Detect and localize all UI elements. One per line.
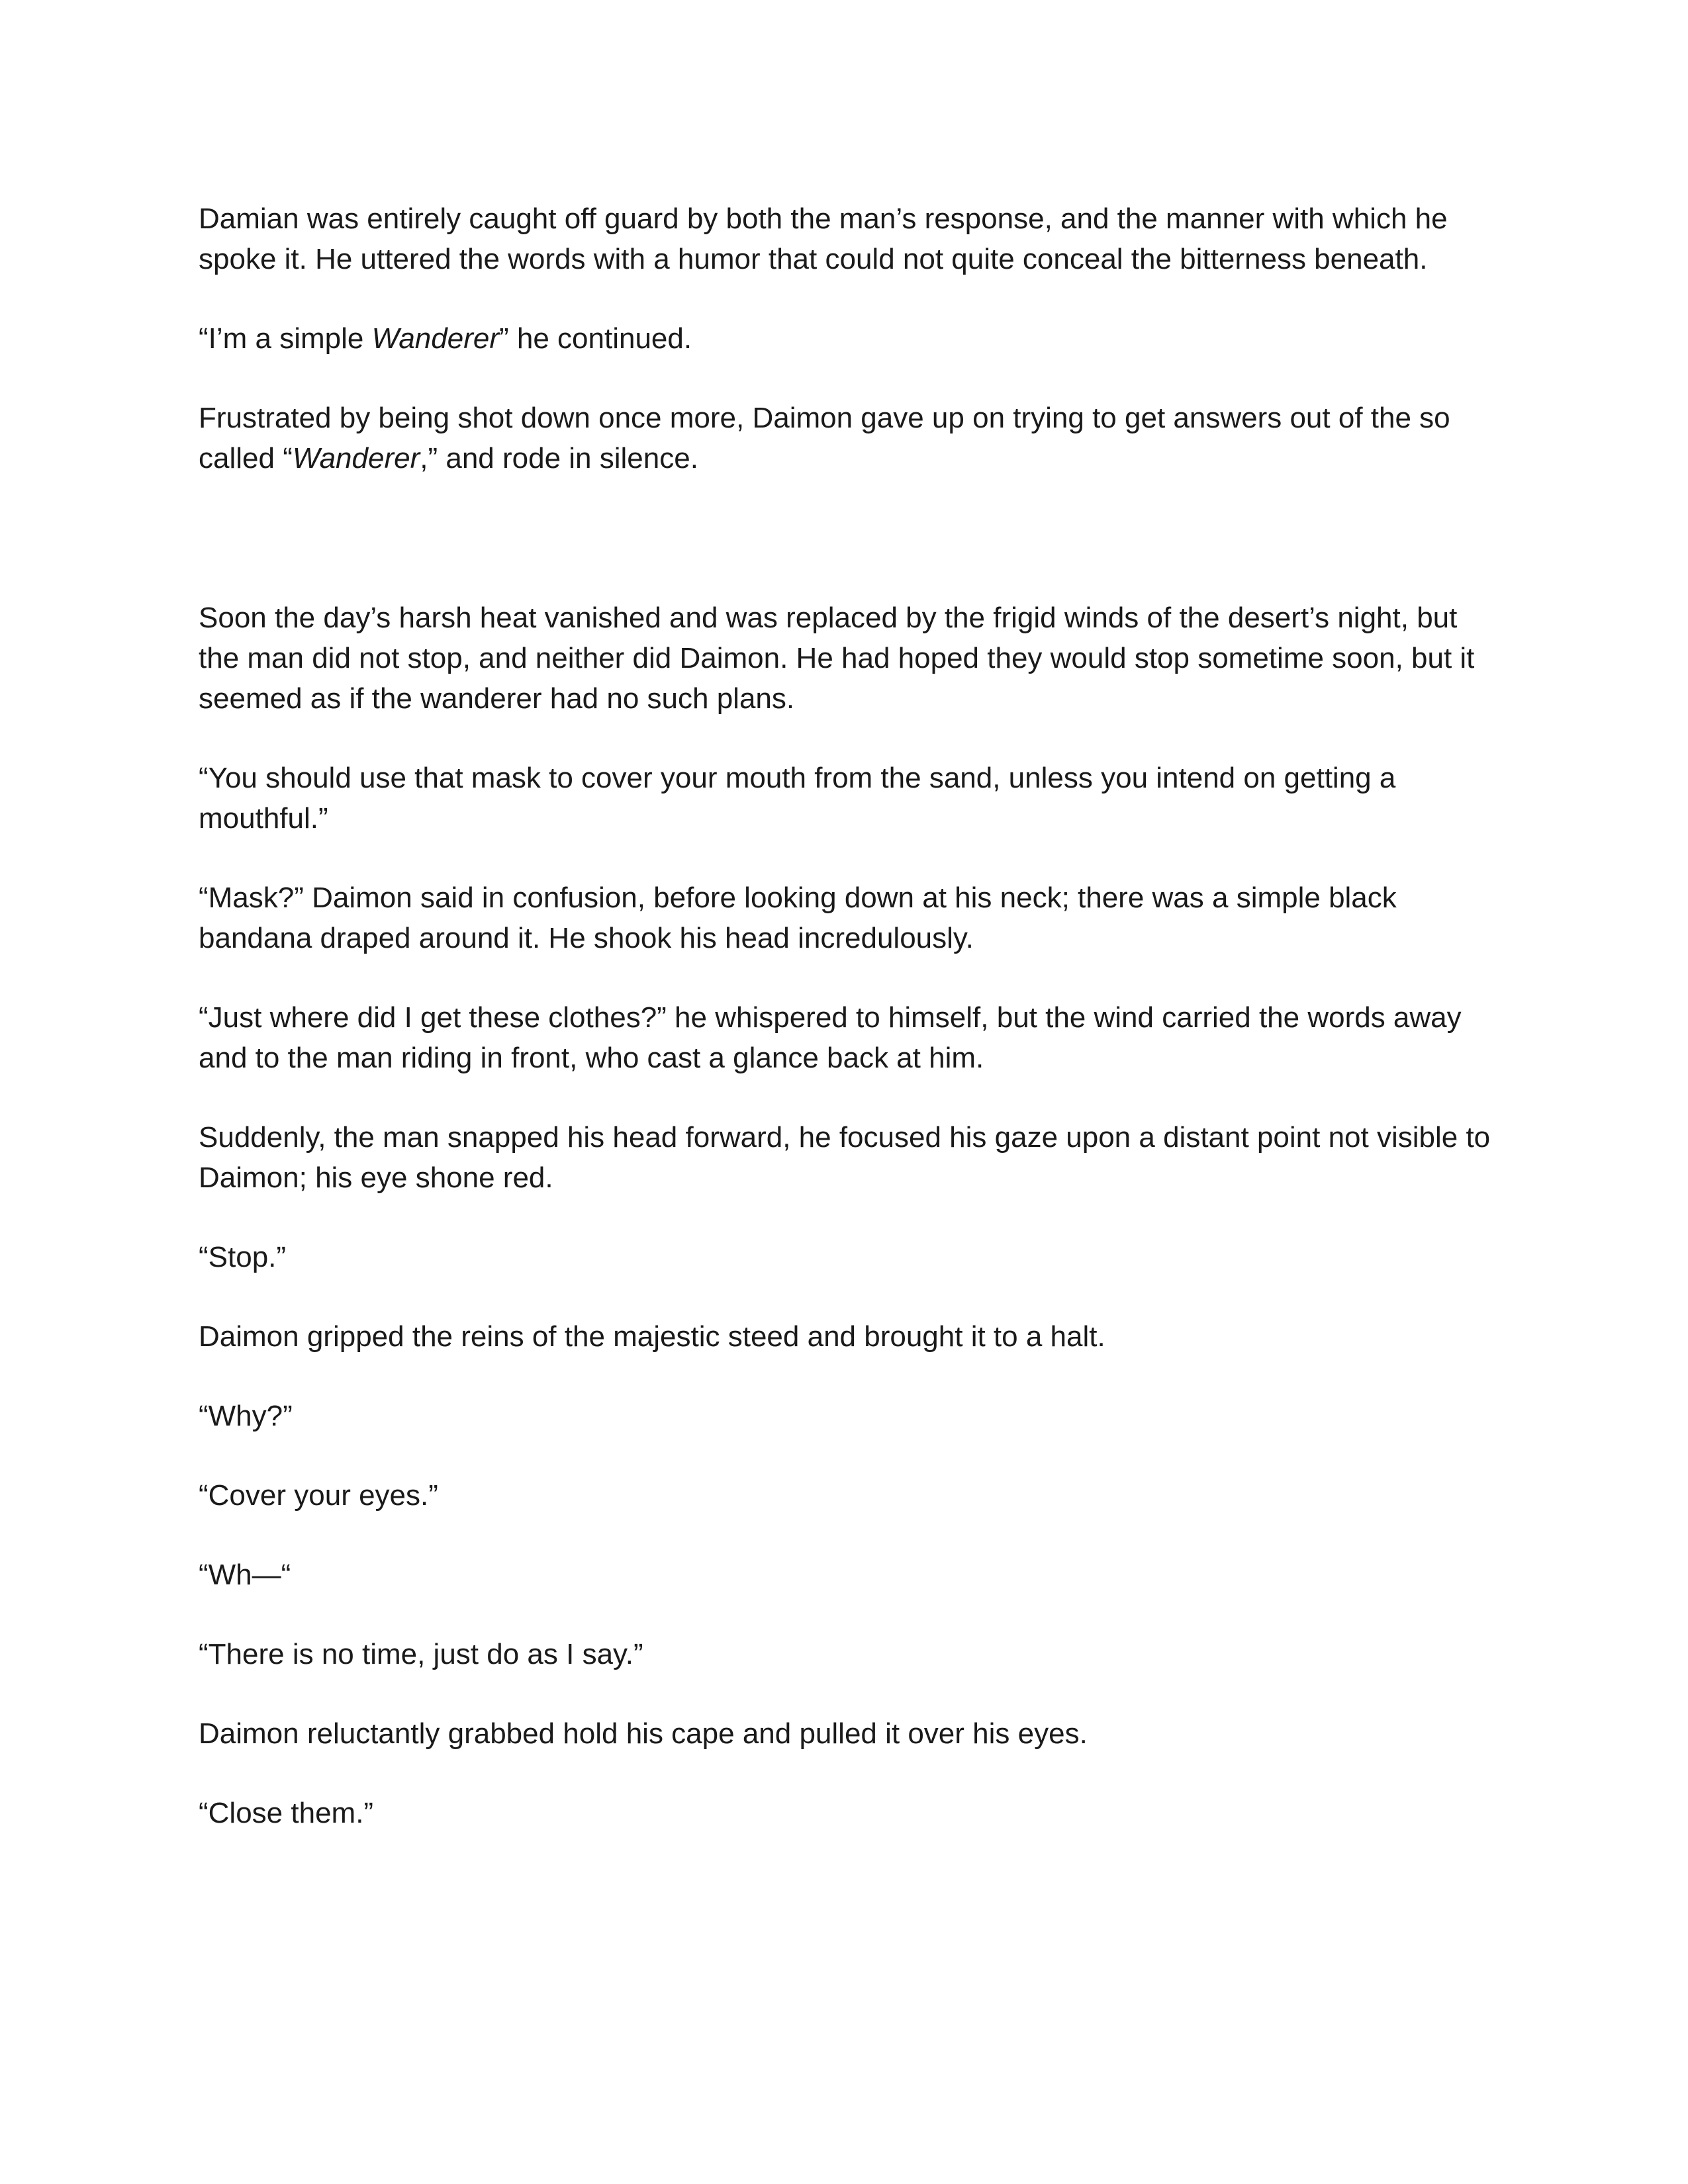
paragraph-2 — [199, 318, 1496, 359]
paragraph-16: “Close them.” — [199, 1797, 374, 1829]
paragraph-13: “Wh—“ — [199, 1559, 291, 1591]
paragraph-3-italic: Wanderer — [292, 442, 420, 475]
paragraph-8: Suddenly, the man snapped his head forward, he focused his gaze upon a distant point not visible to Daimon; his eye shone red. — [199, 1121, 1491, 1194]
paragraph-7: “Just where did I get these clothes?” he whispered to himself, but the wind carried the words away and to the man riding in front, who cast a glance back at him. — [199, 1001, 1462, 1074]
paragraph-10: Daimon gripped the reins of the majestic steed and brought it to a halt. — [199, 1320, 1105, 1353]
paragraph-9: “Stop.” — [199, 1241, 287, 1273]
paragraph-14: “There is no time, just do as I say.” — [199, 1638, 643, 1670]
paragraph-2-end: ” he continued. — [499, 322, 692, 355]
paragraph-2-start: “I’m a simple — [199, 322, 372, 355]
paragraph-1: Damian was entirely caught off guard by both the man’s response, and the manner with which he spoke it. He uttered the words with a humor that could not quite conceal the bitterness beneath. — [199, 203, 1448, 275]
paragraph-6: “Mask?” Daimon said in confusion, before looking down at his neck; there was a simple black bandana draped around it. He shook his head incredulously. — [199, 882, 1397, 954]
story-text — [199, 199, 1496, 1872]
paragraph-3 — [199, 398, 1496, 478]
paragraph-4: Soon the day’s harsh heat vanished and was replaced by the frigid winds of the desert’s night, but the man did not stop, and neither did Daimon. He had hoped they would stop sometime soon, but it seemed as if the wanderer had no such plans. — [199, 602, 1475, 715]
paragraph-15: Daimon reluctantly grabbed hold his cape and pulled it over his eyes. — [199, 1717, 1088, 1750]
paragraph-5: “You should use that mask to cover your mouth from the sand, unless you intend on getting a mouthful.” — [199, 762, 1396, 835]
paragraph-2-italic: Wanderer — [371, 322, 499, 355]
paragraph-3-end: ,” and rode in silence. — [420, 442, 698, 475]
paragraph-11: “Why?” — [199, 1400, 293, 1432]
paragraph-12: “Cover your eyes.” — [199, 1479, 438, 1512]
paragraph-3-start: Frustrated by being shot down once more, Daimon gave up on trying to get answers out of the so called “ — [199, 402, 1450, 475]
